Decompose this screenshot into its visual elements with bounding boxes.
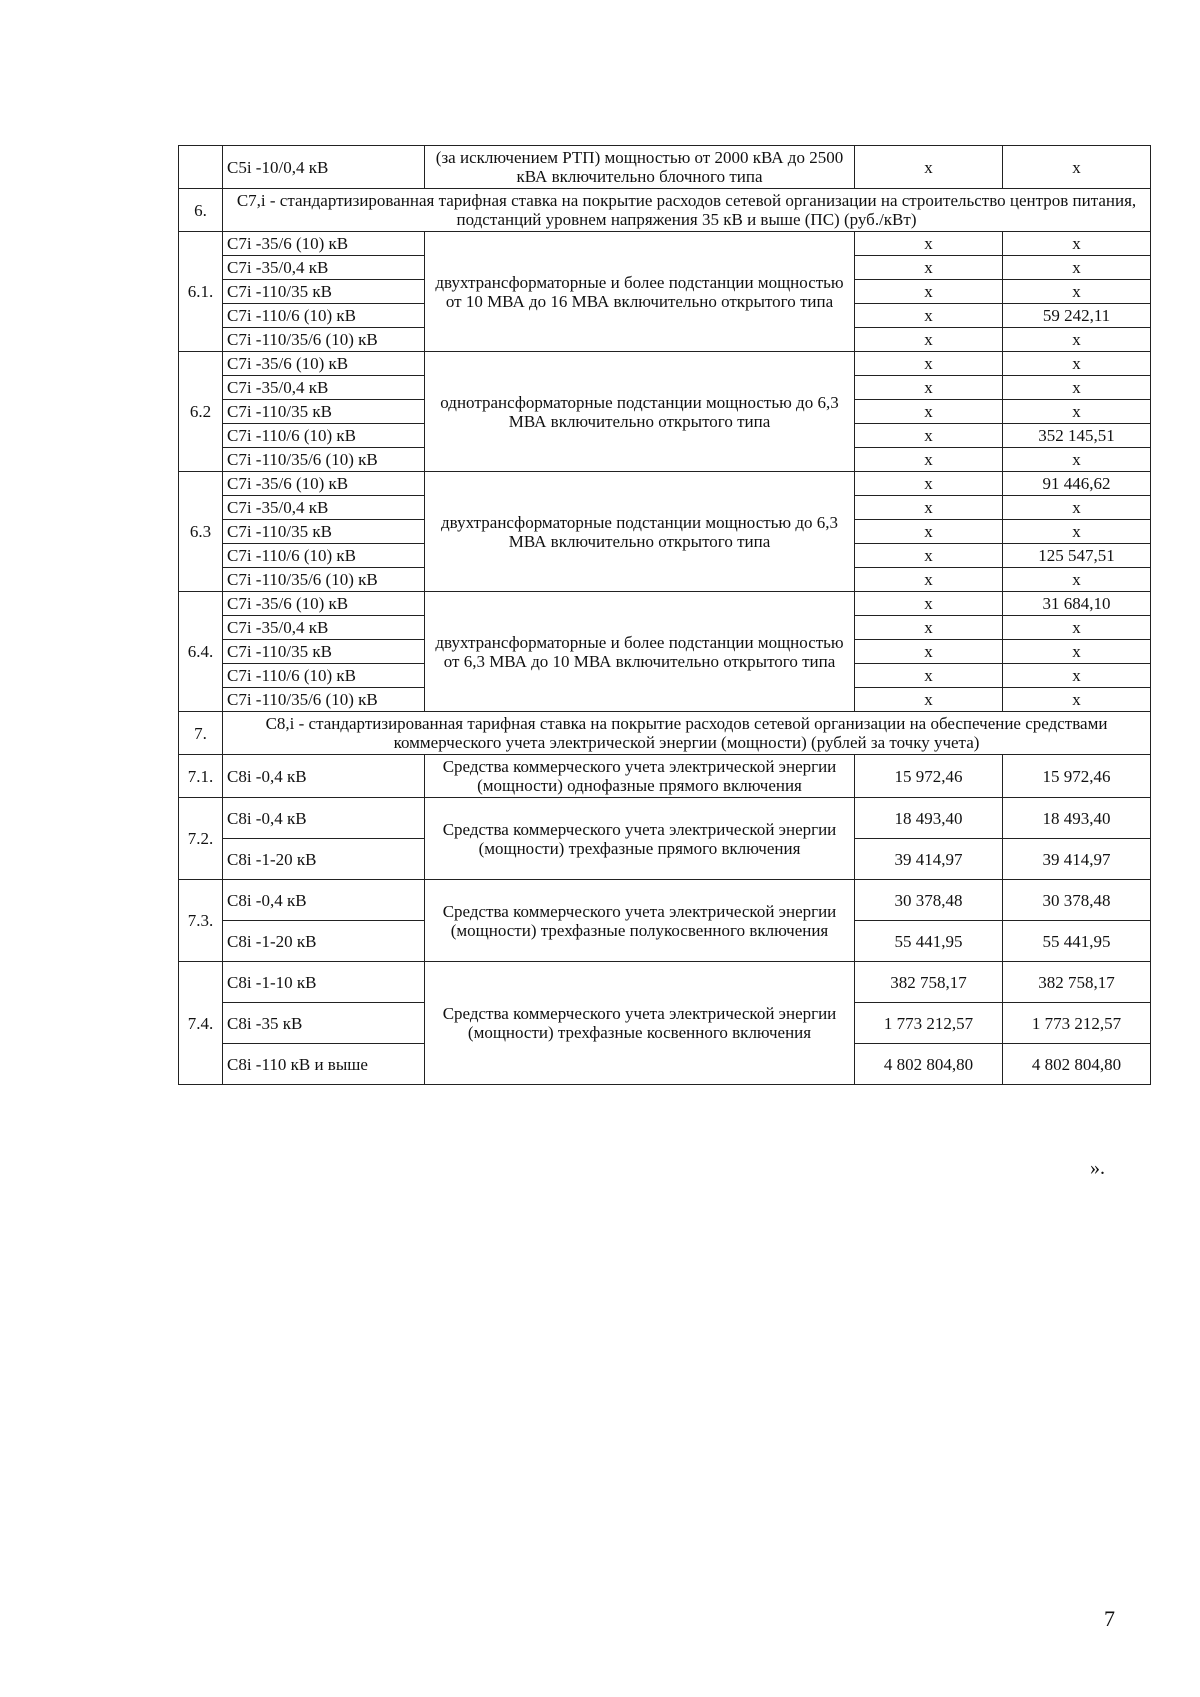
voltage-code-cell: C7i -110/35 кВ [223,520,425,544]
value-cell: x [1003,280,1151,304]
closing-quote-mark: ». [1090,1157,1105,1179]
value-cell: 125 547,51 [1003,544,1151,568]
section-title: C8,i - стандартизированная тарифная ставка на покрытие расходов сетевой организации на обеспечение средствами коммерческого учета электрической энергии (мощности) (рублей за точку учета) [223,712,1151,755]
value-cell: x [855,664,1003,688]
table-row [179,962,1151,1003]
voltage-code-cell: C7i -110/35/6 (10) кВ [223,568,425,592]
group-description: однотрансформаторные подстанции мощностью до 6,3 МВА включительно открытого типа [425,352,855,472]
section-number: 7. [179,712,223,755]
voltage-code-cell: C8i -0,4 кВ [223,755,425,798]
group-number: 6.1. [179,232,223,352]
group-description: Средства коммерческого учета электрической энергии (мощности) трехфазные прямого включения [425,798,855,880]
voltage-code-cell: C7i -110/35/6 (10) кВ [223,688,425,712]
group-number: 6.4. [179,592,223,712]
voltage-code-cell: C7i -110/6 (10) кВ [223,424,425,448]
table-row [179,472,1151,496]
table-row [179,146,1151,189]
voltage-code-cell: C7i -35/0,4 кВ [223,256,425,280]
value-cell: x [1003,520,1151,544]
value-cell: x [855,448,1003,472]
value-cell: x [855,376,1003,400]
table-row [179,352,1151,376]
table-row [179,755,1151,798]
value-cell: x [855,424,1003,448]
value-cell: 1 773 212,57 [1003,1003,1151,1044]
value-cell: 4 802 804,80 [855,1044,1003,1085]
value-cell: 15 972,46 [1003,755,1151,798]
voltage-code-cell: C7i -110/6 (10) кВ [223,304,425,328]
value-cell: x [855,520,1003,544]
value-cell: x [855,544,1003,568]
value-cell: 30 378,48 [1003,880,1151,921]
voltage-code-cell: C7i -110/35 кВ [223,280,425,304]
value-cell: x [855,400,1003,424]
value-cell: x [1003,616,1151,640]
value-cell: x [855,352,1003,376]
section-number: 6. [179,189,223,232]
section-header-row [179,712,1151,755]
voltage-code-cell: C8i -0,4 кВ [223,798,425,839]
value-cell: x [1003,448,1151,472]
group-number: 7.1. [179,755,223,798]
value-cell: x [1003,376,1151,400]
value-cell: 4 802 804,80 [1003,1044,1151,1085]
group-number: 7.2. [179,798,223,880]
value-cell: x [1003,640,1151,664]
group-number: 6.2 [179,352,223,472]
value-cell: x [1003,664,1151,688]
group-description: двухтрансформаторные подстанции мощностью до 6,3 МВА включительно открытого типа [425,472,855,592]
value-cell: 55 441,95 [855,921,1003,962]
value-cell: x [1003,400,1151,424]
voltage-code-cell: C7i -35/6 (10) кВ [223,592,425,616]
voltage-code-cell: C7i -110/35/6 (10) кВ [223,328,425,352]
value-cell: 1 773 212,57 [855,1003,1003,1044]
value-cell: 382 758,17 [1003,962,1151,1003]
value-cell: x [1003,328,1151,352]
value-cell: 31 684,10 [1003,592,1151,616]
section-title: C7,i - стандартизированная тарифная ставка на покрытие расходов сетевой организации на строительство центров питания, подстанций уровнем напряжения 35 кВ и выше (ПС) (руб./кВт) [223,189,1151,232]
value-cell: x [1003,496,1151,520]
value-cell: x [855,304,1003,328]
group-number: 7.4. [179,962,223,1085]
value-cell: x [1003,146,1151,189]
value-cell: x [855,640,1003,664]
table-row [179,798,1151,839]
voltage-code-cell: C7i -35/0,4 кВ [223,616,425,640]
value-cell: x [1003,568,1151,592]
table-row [179,880,1151,921]
voltage-code-cell: C7i -110/35 кВ [223,400,425,424]
description-cell: (за исключением РТП) мощностью от 2000 кВА до 2500 кВА включительно блочного типа [425,146,855,189]
page-number: 7 [1104,1606,1115,1631]
value-cell: x [855,472,1003,496]
value-cell: x [855,328,1003,352]
voltage-code-cell: C7i -35/6 (10) кВ [223,352,425,376]
voltage-code-cell: C8i -0,4 кВ [223,880,425,921]
value-cell: x [855,592,1003,616]
voltage-code-cell: C8i -1-20 кВ [223,839,425,880]
voltage-code-cell: C7i -35/0,4 кВ [223,496,425,520]
value-cell: x [855,146,1003,189]
value-cell: 30 378,48 [855,880,1003,921]
value-cell: 352 145,51 [1003,424,1151,448]
value-cell: 18 493,40 [855,798,1003,839]
value-cell: x [855,256,1003,280]
value-cell: 39 414,97 [855,839,1003,880]
voltage-code-cell: C8i -110 кВ и выше [223,1044,425,1085]
value-cell: x [855,688,1003,712]
row-number-cell [179,146,223,189]
value-cell: 382 758,17 [855,962,1003,1003]
voltage-code-cell: C8i -1-20 кВ [223,921,425,962]
group-description: двухтрансформаторные и более подстанции мощностью от 6,3 МВА до 10 МВА включительно открытого типа [425,592,855,712]
section-header-row [179,189,1151,232]
voltage-code-cell: C5i -10/0,4 кВ [223,146,425,189]
value-cell: x [855,496,1003,520]
group-description: Средства коммерческого учета электрической энергии (мощности) трехфазные косвенного включения [425,962,855,1085]
table-row [179,232,1151,256]
voltage-code-cell: C7i -110/35/6 (10) кВ [223,448,425,472]
group-description: Средства коммерческого учета электрической энергии (мощности) трехфазные полукосвенного включения [425,880,855,962]
value-cell: 91 446,62 [1003,472,1151,496]
voltage-code-cell: C7i -110/6 (10) кВ [223,664,425,688]
value-cell: x [855,280,1003,304]
value-cell: x [1003,256,1151,280]
value-cell: x [1003,688,1151,712]
value-cell: x [855,568,1003,592]
voltage-code-cell: C8i -35 кВ [223,1003,425,1044]
tariff-table [178,145,1151,1085]
value-cell: x [1003,352,1151,376]
value-cell: 18 493,40 [1003,798,1151,839]
voltage-code-cell: C8i -1-10 кВ [223,962,425,1003]
voltage-code-cell: C7i -110/6 (10) кВ [223,544,425,568]
value-cell: 15 972,46 [855,755,1003,798]
group-description: Средства коммерческого учета электрической энергии (мощности) однофазные прямого включения [425,755,855,798]
voltage-code-cell: C7i -110/35 кВ [223,640,425,664]
voltage-code-cell: C7i -35/0,4 кВ [223,376,425,400]
group-number: 7.3. [179,880,223,962]
value-cell: 55 441,95 [1003,921,1151,962]
group-number: 6.3 [179,472,223,592]
value-cell: x [1003,232,1151,256]
value-cell: 39 414,97 [1003,839,1151,880]
group-description: двухтрансформаторные и более подстанции мощностью от 10 МВА до 16 МВА включительно открытого типа [425,232,855,352]
table-row [179,592,1151,616]
value-cell: x [855,232,1003,256]
value-cell: x [855,616,1003,640]
voltage-code-cell: C7i -35/6 (10) кВ [223,232,425,256]
value-cell: 59 242,11 [1003,304,1151,328]
voltage-code-cell: C7i -35/6 (10) кВ [223,472,425,496]
